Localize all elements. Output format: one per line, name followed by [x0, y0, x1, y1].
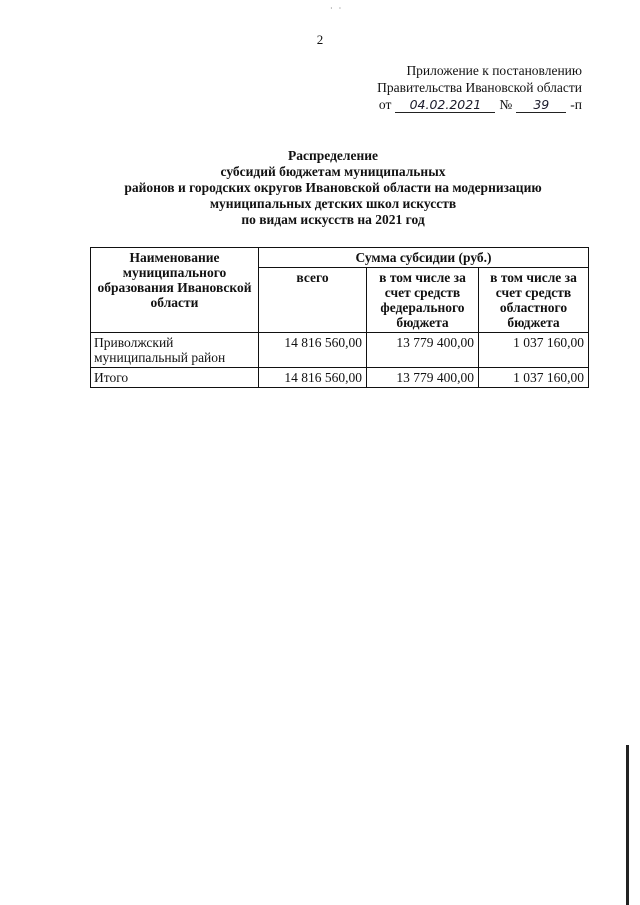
scan-edge-line — [626, 745, 629, 905]
title-line-5: по видам искусств на 2021 год — [241, 212, 425, 227]
scan-artifact-dots: · · — [330, 4, 342, 13]
appendix-header — [322, 62, 582, 113]
row-name: Приволжский муниципальный район — [91, 333, 259, 368]
header-federal: в том числе за счет средств федерального бюджета — [367, 268, 479, 333]
handwritten-number: 39 — [516, 97, 566, 113]
row-regional: 1 037 160,00 — [479, 368, 589, 388]
row-name: Итого — [91, 368, 259, 388]
handwritten-date: 04.02.2021 — [395, 97, 495, 113]
subsidy-table — [90, 247, 589, 388]
page-number: 2 — [316, 32, 324, 47]
row-federal: 13 779 400,00 — [367, 333, 479, 368]
header-subsidy-sum: Сумма субсидии (руб.) — [259, 248, 589, 268]
order-reference — [322, 96, 582, 113]
appendix-line-2: Правительства Ивановской области — [377, 80, 582, 95]
from-label: от — [378, 97, 392, 112]
table-row — [91, 333, 589, 368]
row-total: 14 816 560,00 — [259, 333, 367, 368]
title-line-3: районов и городских округов Ивановской области на модернизацию — [124, 180, 542, 195]
table-header-row — [91, 248, 589, 268]
number-suffix: -п — [570, 97, 582, 112]
document-title — [40, 148, 626, 228]
title-line-4: муниципальных детских школ искусств — [209, 196, 457, 211]
title-line-1: Распределение — [287, 148, 379, 163]
row-total: 14 816 560,00 — [259, 368, 367, 388]
header-regional: в том числе за счет средств областного бюджета — [479, 268, 589, 333]
table-row-total — [91, 368, 589, 388]
header-total: всего — [259, 268, 367, 333]
appendix-line-1: Приложение к постановлению — [406, 63, 582, 78]
number-label: № — [499, 97, 513, 112]
row-regional: 1 037 160,00 — [479, 333, 589, 368]
row-federal: 13 779 400,00 — [367, 368, 479, 388]
title-line-2: субсидий бюджетам муниципальных — [220, 164, 446, 179]
header-municipality: Наименование муниципального образования Ивановской области — [91, 248, 259, 333]
